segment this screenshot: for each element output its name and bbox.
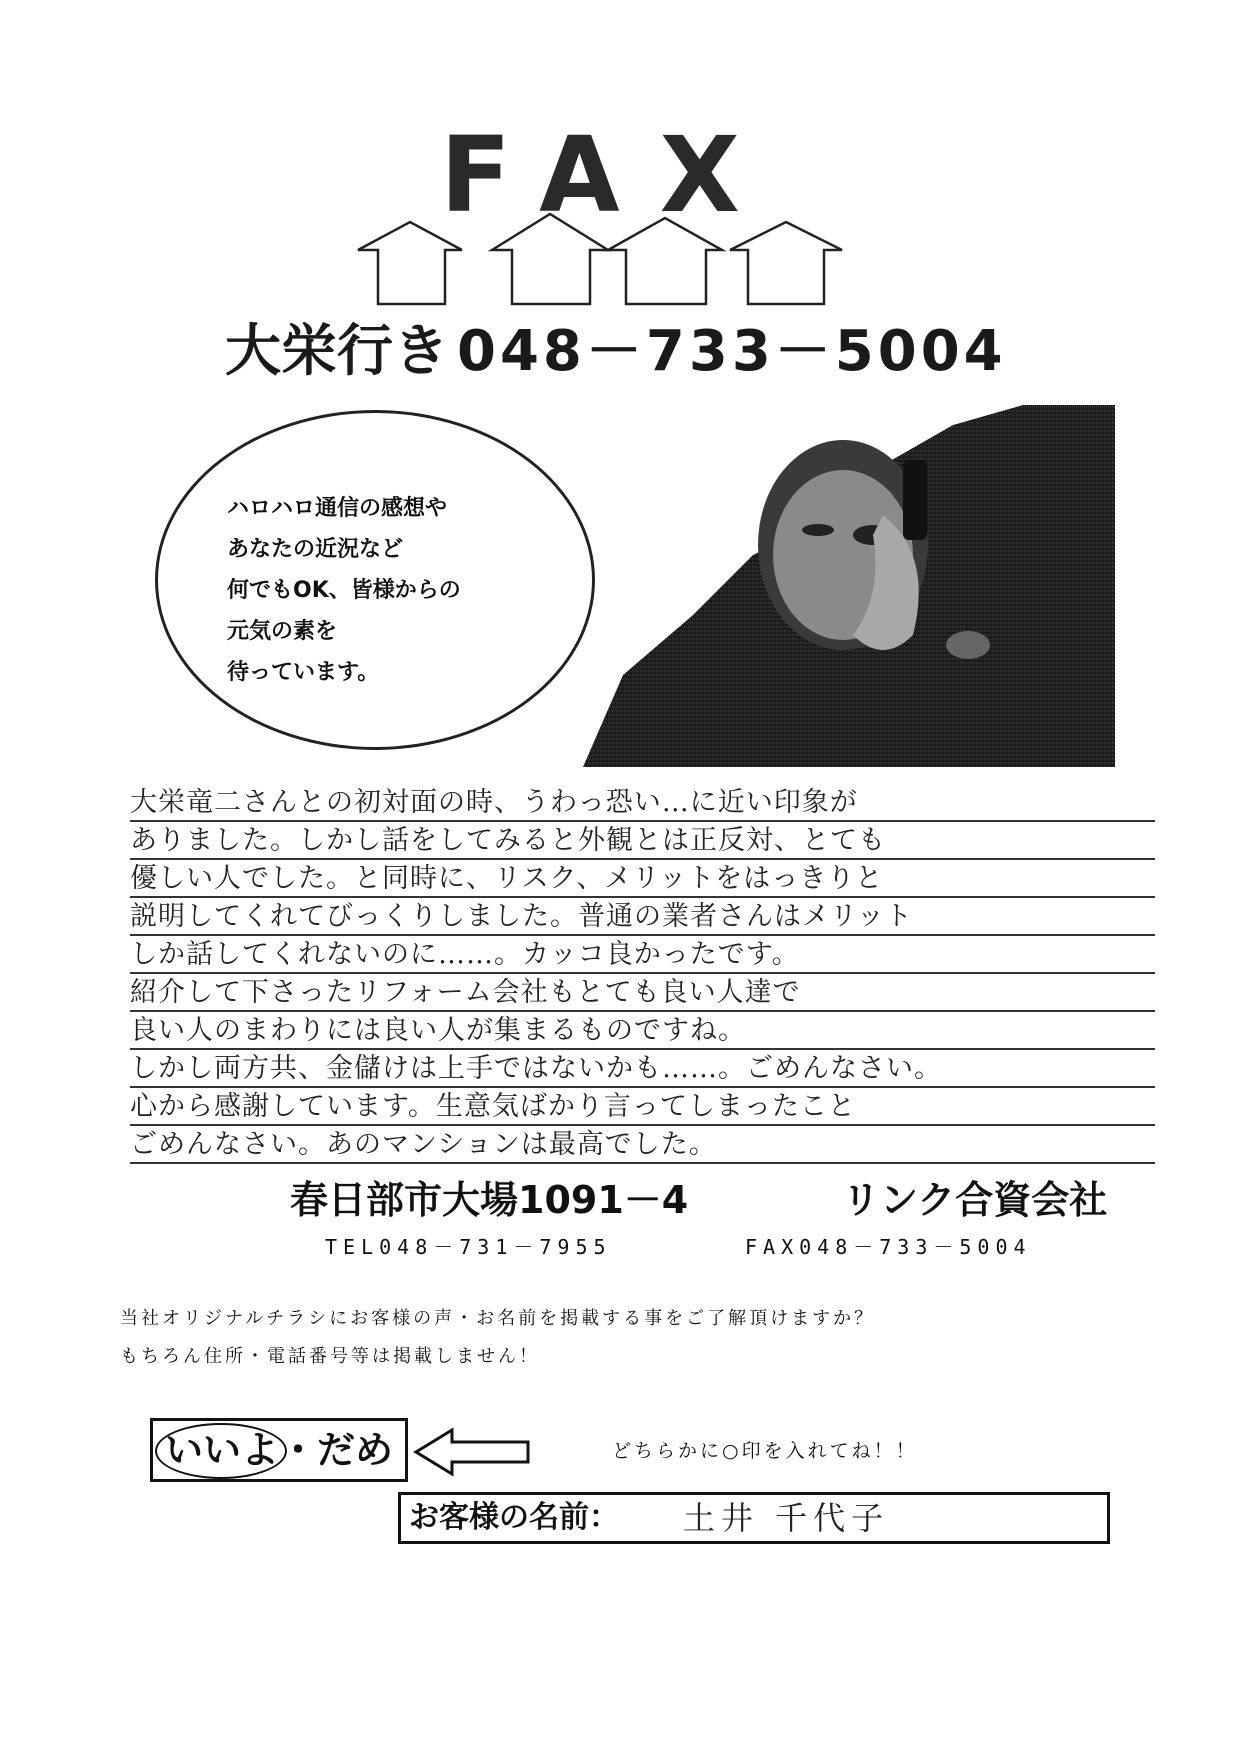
company-name: リンク合資会社 [842, 1178, 1108, 1222]
consent-text [120, 1300, 1020, 1376]
choice-separator: ・ [279, 1428, 318, 1472]
company-tel: TEL048－731－7955 [325, 1235, 612, 1259]
fax-destination-number: 048－733－5004 [457, 319, 1007, 384]
message-line: 心から感謝しています。生意気ばかり言ってしまったこと [130, 1087, 1155, 1127]
fax-destination-label: 大栄行き [225, 319, 449, 384]
contact-numbers [325, 1232, 1145, 1262]
house-roofs-graphic [350, 200, 850, 310]
fax-destination [225, 312, 1025, 392]
choice-hint: どちらかに○印を入れてね！！ [612, 1440, 918, 1462]
customer-name-value[interactable]: 土井 千代子 [683, 1499, 890, 1537]
company-address: 春日部市大場1091－4 [290, 1178, 689, 1222]
choice-no[interactable]: だめ [317, 1428, 394, 1472]
company-fax: FAX048－733－5004 [745, 1235, 1032, 1259]
choice-yes-circled[interactable]: いいよ [165, 1421, 279, 1479]
bubble-line: あなたの近況など [227, 537, 404, 562]
bubble-line: 待っています。 [227, 660, 380, 685]
message-line: 良い人のまわりには良い人が集まるものですね。 [130, 1011, 1155, 1051]
customer-name-label: お客様の名前： [409, 1500, 619, 1535]
message-line: ありました。しかし話をしてみると外観とは正反対、とても [130, 821, 1155, 861]
consent-question: 当社オリジナルチラシにお客様の声・お名前を掲載する事をご了解頂けますか？ [120, 1308, 876, 1329]
bubble-line: 何でもOK、皆様からの [227, 578, 461, 603]
message-line: 優しい人でした。と同時に、リスク、メリットをはっきりと [130, 859, 1155, 899]
customer-name-field[interactable] [398, 1492, 1110, 1544]
speech-bubble-text [227, 488, 557, 693]
consent-note: もちろん住所・電話番号等は掲載しません！ [120, 1346, 540, 1367]
bubble-line: 元気の素を [227, 619, 338, 644]
message-line: ごめんなさい。あのマンションは最高でした。 [130, 1125, 1155, 1165]
bubble-line: ハロハロ通信の感想や [227, 496, 448, 521]
fax-title: FAX [440, 114, 780, 236]
left-arrow-icon [412, 1426, 532, 1478]
message-line: しかし両方共、金儲けは上手ではないかも……。ごめんなさい。 [130, 1049, 1155, 1089]
message-line: 説明してくれてびっくりしました。普通の業者さんはメリット [130, 897, 1155, 937]
message-line: 大栄竜二さんとの初対面の時、うわっ恐い…に近い印象が [130, 783, 1155, 823]
consent-choice-box[interactable] [150, 1418, 408, 1482]
man-on-phone-photo [583, 405, 1115, 767]
handwritten-message [130, 783, 1155, 1163]
message-line: 紹介して下さったリフォーム会社もとても良い人達で [130, 973, 1155, 1013]
company-address-line [290, 1172, 1140, 1228]
message-line: しか話してくれないのに……。カッコ良かったです。 [130, 935, 1155, 975]
